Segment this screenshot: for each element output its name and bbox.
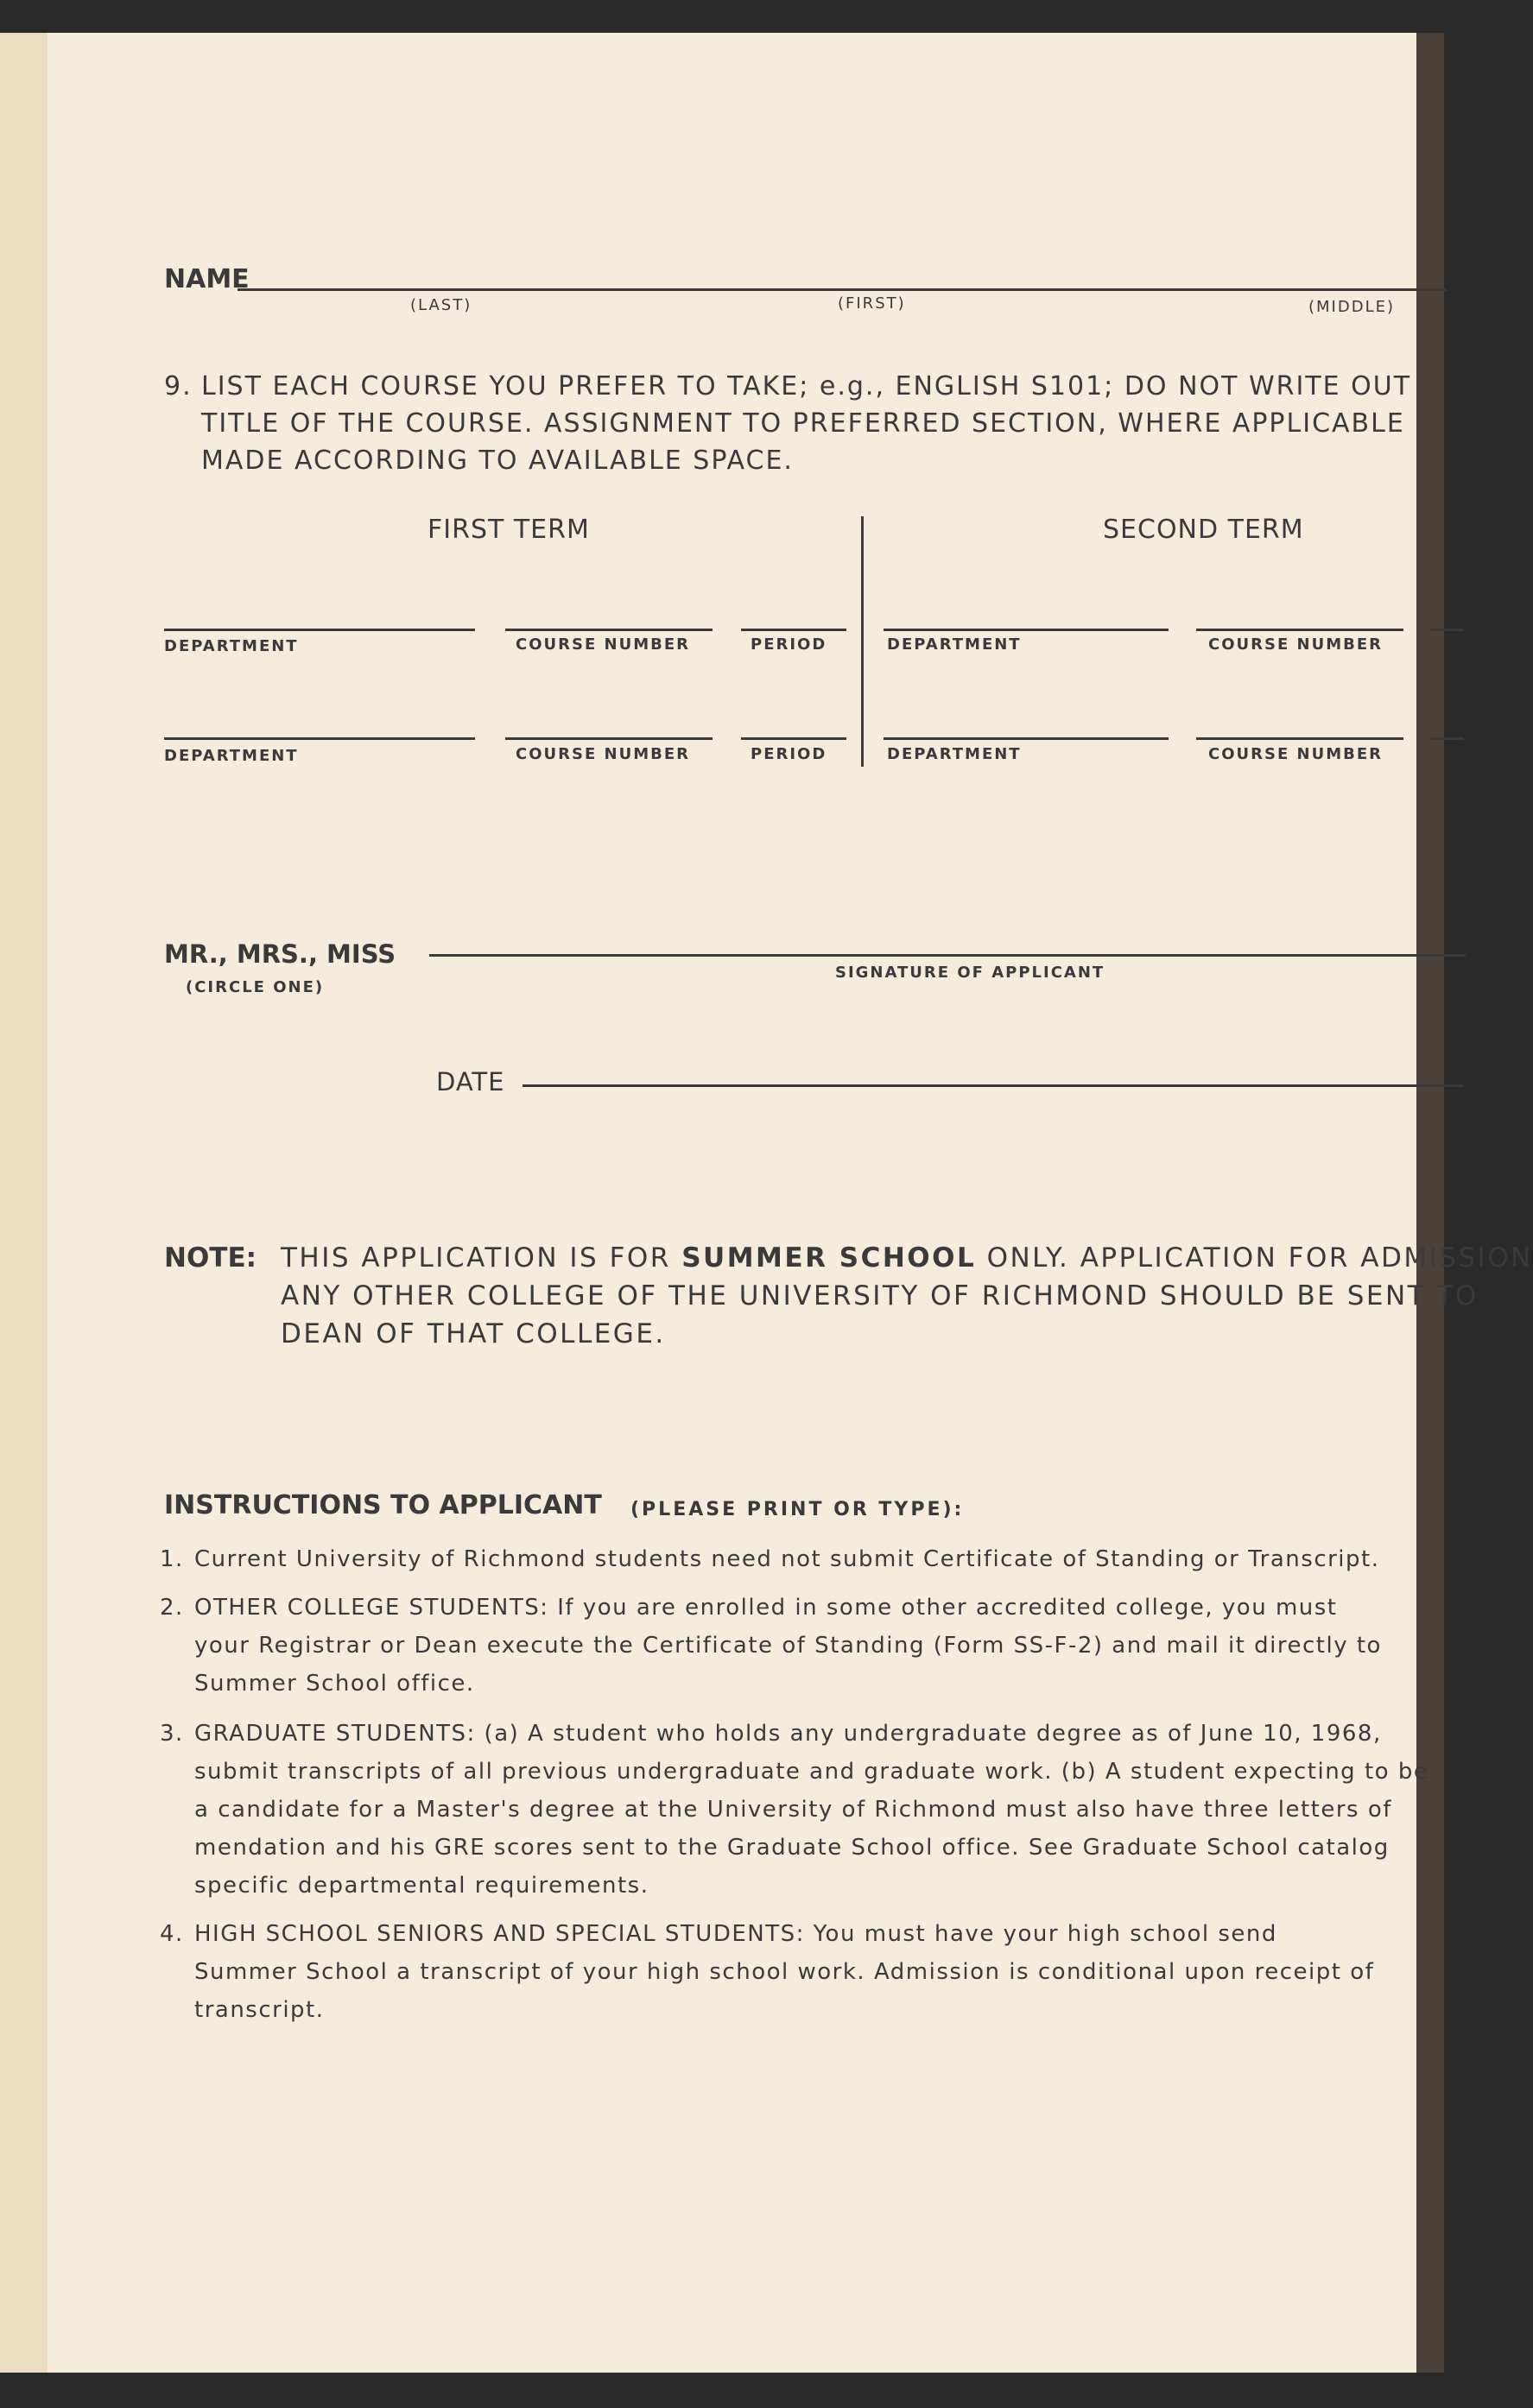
form-page: [48, 33, 1533, 2373]
first-period-1-line[interactable]: [741, 629, 846, 631]
signature-line[interactable]: [429, 954, 1466, 957]
date-line[interactable]: [523, 1084, 1464, 1087]
first-course-1-line[interactable]: [505, 629, 713, 631]
item1-line1: Current University of Richmond students need not submit Certificate of Standing or Transcript.: [194, 1546, 1380, 1572]
item9-line3: MADE ACCORDING TO AVAILABLE SPACE.: [201, 446, 794, 476]
second-course-2-label: COURSE NUMBER: [1208, 745, 1383, 763]
second-period-2-line[interactable]: [1429, 737, 1464, 740]
instructions-title: INSTRUCTIONS TO APPLICANT: [164, 1490, 602, 1520]
first-dept-2-line[interactable]: [164, 737, 475, 740]
item2-line3: Summer School office.: [194, 1671, 475, 1697]
first-period-2-label: PERIOD: [751, 745, 827, 763]
note-line2: ANY OTHER COLLEGE OF THE UNIVERSITY OF RICHMOND SHOULD BE SENT TO: [281, 1280, 1479, 1311]
item2-line2: your Registrar or Dean execute the Certificate of Standing (Form SS-F-2) and mail it directly to: [194, 1633, 1382, 1659]
item4-line2: Summer School a transcript of your high school work. Admission is conditional upon receipt of: [194, 1959, 1375, 1985]
second-dept-2-label: DEPARTMENT: [887, 745, 1022, 763]
salutation-label: MR., MRS., MISS: [164, 939, 396, 969]
note-line1: [281, 1239, 1533, 1277]
second-course-1-line[interactable]: [1196, 629, 1403, 631]
first-course-2-label: COURSE NUMBER: [516, 745, 690, 763]
first-course-1-label: COURSE NUMBER: [516, 635, 690, 654]
second-dept-1-line[interactable]: [884, 629, 1169, 631]
first-course-2-line[interactable]: [505, 737, 713, 740]
item9-line1: LIST EACH COURSE YOU PREFER TO TAKE; e.g., ENGLISH S101; DO NOT WRITE OUT: [201, 371, 1412, 401]
item4-line3: transcript.: [194, 1997, 325, 2023]
name-input-line[interactable]: [238, 288, 1447, 291]
note-summer-school: SUMMER SCHOOL: [681, 1242, 977, 1274]
second-dept-1-label: DEPARTMENT: [887, 635, 1022, 654]
item3-line4: mendation and his GRE scores sent to the Graduate School office. See Graduate School catalog: [194, 1835, 1390, 1861]
first-dept-1-line[interactable]: [164, 629, 475, 631]
circle-one-label: (CIRCLE ONE): [186, 978, 325, 996]
term-divider: [861, 516, 864, 767]
item-number: 3.: [160, 1721, 184, 1747]
item-number: 4.: [160, 1921, 184, 1947]
item-number: 1.: [160, 1546, 184, 1572]
name-label: NAME: [164, 264, 250, 294]
first-dept-1-label: DEPARTMENT: [164, 637, 299, 655]
date-label: DATE: [436, 1067, 505, 1097]
second-period-1-line[interactable]: [1429, 629, 1464, 631]
instructions-subtitle: (PLEASE PRINT OR TYPE):: [630, 1499, 965, 1520]
item2-line1: OTHER COLLEGE STUDENTS: If you are enrolled in some other accredited college, you must: [194, 1595, 1338, 1621]
item3-line2: submit transcripts of all previous undergraduate and graduate work. (b) A student expecting to be: [194, 1759, 1429, 1785]
page-edge: [0, 33, 48, 2373]
first-period-2-line[interactable]: [741, 737, 846, 740]
second-term-heading: SECOND TERM: [1103, 515, 1304, 545]
second-course-2-line[interactable]: [1196, 737, 1403, 740]
note-line3: DEAN OF THAT COLLEGE.: [281, 1318, 666, 1349]
item3-line5: specific departmental requirements.: [194, 1873, 649, 1899]
second-dept-2-line[interactable]: [884, 737, 1169, 740]
item9-number: 9.: [164, 371, 193, 401]
item3-line3: a candidate for a Master's degree at the University of Richmond must also have three letters of: [194, 1797, 1392, 1823]
item4-line1: HIGH SCHOOL SENIORS AND SPECIAL STUDENTS: You must have your high school send: [194, 1921, 1277, 1947]
note-line1-c: ONLY. APPLICATION FOR ADMISSION: [976, 1242, 1533, 1274]
item-number: 2.: [160, 1595, 184, 1621]
first-label: (FIRST): [838, 294, 906, 313]
signature-label: SIGNATURE OF APPLICANT: [835, 964, 1105, 982]
item9-line2: TITLE OF THE COURSE. ASSIGNMENT TO PREFERRED SECTION, WHERE APPLICABLE: [201, 408, 1405, 439]
last-label: (LAST): [410, 296, 472, 314]
first-dept-2-label: DEPARTMENT: [164, 747, 299, 765]
item3-line1: GRADUATE STUDENTS: (a) A student who holds any undergraduate degree as of June 10, 1968,: [194, 1721, 1382, 1747]
note-label: NOTE:: [164, 1242, 257, 1274]
note-line1-a: THIS APPLICATION IS FOR: [281, 1242, 682, 1274]
first-term-heading: FIRST TERM: [428, 515, 590, 545]
first-period-1-label: PERIOD: [751, 635, 827, 654]
middle-label: (MIDDLE): [1308, 298, 1396, 316]
second-course-1-label: COURSE NUMBER: [1208, 635, 1383, 654]
